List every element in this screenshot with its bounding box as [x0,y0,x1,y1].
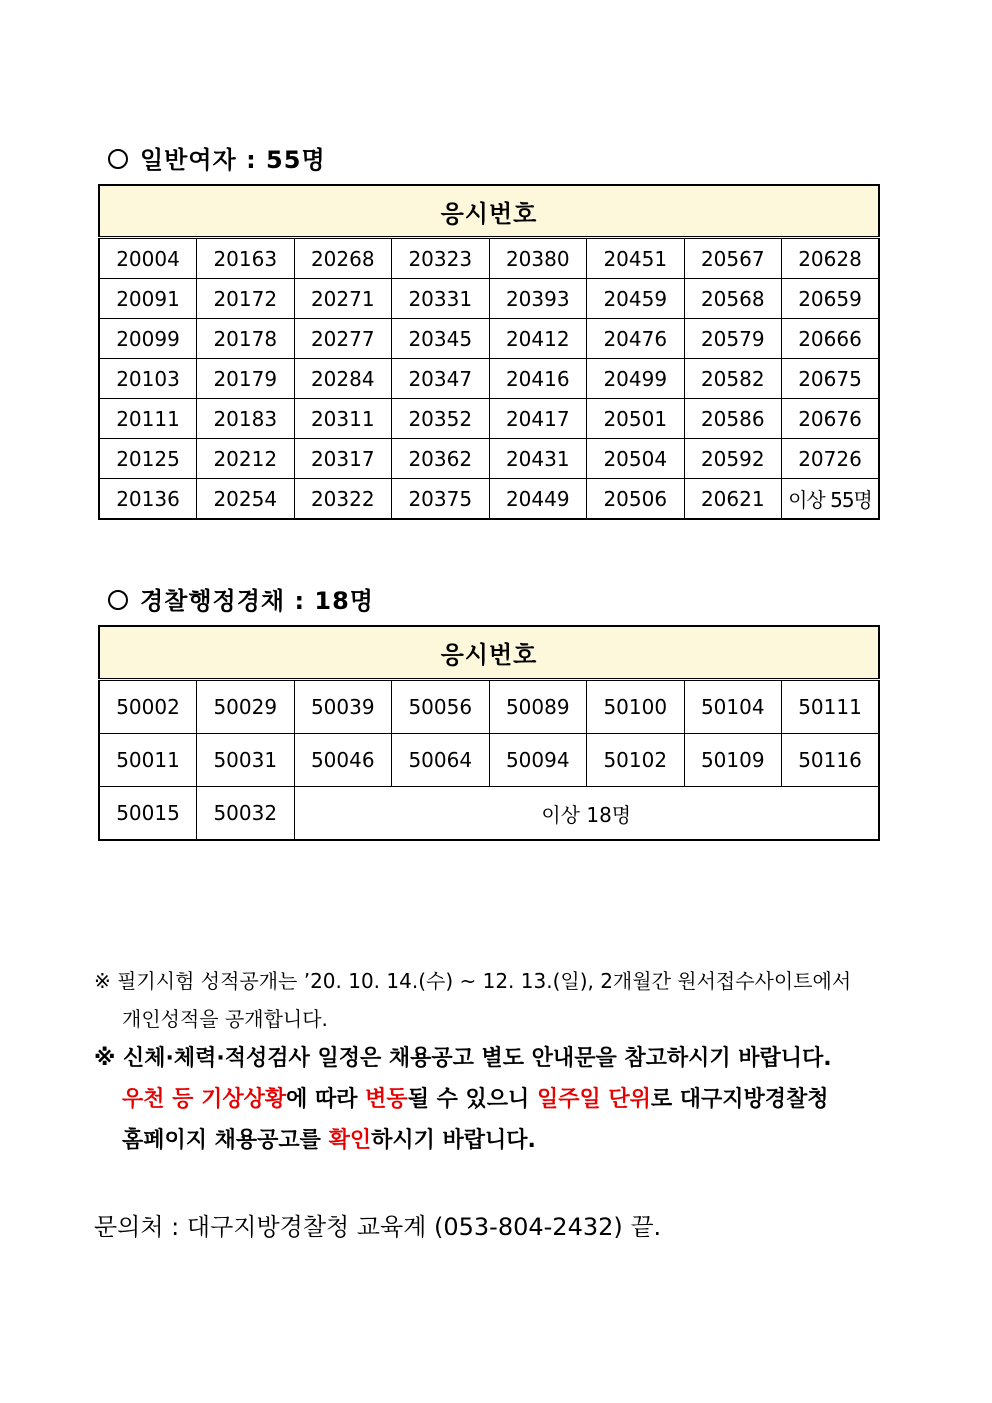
schedule-note [94,1038,904,1161]
exam-number-cell: 20268 [294,238,392,279]
exam-number-cell: 20476 [587,319,685,359]
note-line: 개인성적을 공개합니다. [122,1007,328,1031]
table-row [99,399,879,439]
exam-number-cell: 20125 [99,439,197,479]
exam-number-cell: 20676 [782,399,880,439]
exam-number-cell: 20451 [587,238,685,279]
exam-number-cell: 50116 [782,734,880,787]
table-header: 응시번호 [99,185,879,238]
exam-number-cell: 20311 [294,399,392,439]
table-row [99,680,879,734]
exam-number-cell: 20417 [489,399,587,439]
exam-number-cell: 50002 [99,680,197,734]
exam-number-cell: 20111 [99,399,197,439]
exam-number-cell: 20459 [587,279,685,319]
table-row [99,279,879,319]
exam-number-cell: 50111 [782,680,880,734]
exam-number-cell: 20582 [684,359,782,399]
exam-number-cell: 20504 [587,439,685,479]
table-header: 응시번호 [99,626,879,680]
highlight-text: 변동 [365,1087,408,1112]
exam-number-cell: 20666 [782,319,880,359]
exam-number-cell: 20412 [489,319,587,359]
exam-number-cell: 50031 [197,734,295,787]
exam-number-cell: 20183 [197,399,295,439]
circle-bullet-icon [108,149,128,169]
exam-number-cell: 50094 [489,734,587,787]
exam-number-cell: 20345 [392,319,490,359]
exam-number-cell: 20099 [99,319,197,359]
exam-number-cell: 50039 [294,680,392,734]
exam-number-cell: 20172 [197,279,295,319]
exam-number-cell: 20586 [684,399,782,439]
exam-number-cell: 20284 [294,359,392,399]
exam-number-cell: 20431 [489,439,587,479]
exam-number-cell: 20499 [587,359,685,399]
highlight-text: 일주일 단위 [536,1087,651,1112]
exam-number-cell: 20317 [294,439,392,479]
exam-number-cell: 20323 [392,238,490,279]
exam-number-cell: 20393 [489,279,587,319]
exam-number-cell: 20322 [294,479,392,520]
note-line: 홈페이지 채용공고를 확인하시기 바랍니다. [122,1128,536,1153]
exam-number-cell: 20271 [294,279,392,319]
exam-number-cell: 20659 [782,279,880,319]
exam-number-cell: 20592 [684,439,782,479]
exam-number-cell: 20212 [197,439,295,479]
note-line: 우천 등 기상상황에 따라 변동될 수 있으니 일주일 단위로 대구지방경찰청 [122,1087,829,1112]
exam-number-cell: 20004 [99,238,197,279]
exam-number-cell: 50109 [684,734,782,787]
exam-number-cell: 20163 [197,238,295,279]
exam-number-cell: 50046 [294,734,392,787]
score-disclosure-note [94,962,904,1038]
exam-number-cell: 20579 [684,319,782,359]
highlight-text: 우천 등 기상상황 [122,1087,287,1112]
exam-number-cell: 20178 [197,319,295,359]
exam-number-cell: 20352 [392,399,490,439]
exam-number-cell: 50100 [587,680,685,734]
exam-number-cell: 20726 [782,439,880,479]
exam-number-cell: 50089 [489,680,587,734]
exam-number-cell: 20501 [587,399,685,439]
section-2-title: 경찰행정경채 : 18명 [108,581,374,616]
exam-number-cell: 20331 [392,279,490,319]
exam-number-cell: 20621 [684,479,782,520]
exam-number-cell: 20380 [489,238,587,279]
exam-number-cell: 20103 [99,359,197,399]
note-line: ※ 필기시험 성적공개는 ’20. 10. 14.(수) ~ 12. 13.(일), 2개월간 원서접수사이트에서 [94,969,852,993]
exam-number-cell: 20362 [392,439,490,479]
exam-number-cell: 20136 [99,479,197,520]
summary-cell: 이상 55명 [782,479,880,520]
exam-number-cell: 20277 [294,319,392,359]
exam-number-cell: 50029 [197,680,295,734]
exam-number-table-police-admin [98,625,880,841]
exam-number-cell: 20347 [392,359,490,399]
exam-number-cell: 20254 [197,479,295,520]
exam-number-cell: 20506 [587,479,685,520]
table-row [99,787,879,841]
exam-number-cell: 20628 [782,238,880,279]
exam-number-cell: 50015 [99,787,197,841]
circle-bullet-icon [108,590,128,610]
exam-number-cell: 20567 [684,238,782,279]
note-line: ※ 신체·체력·적성검사 일정은 채용공고 별도 안내문을 참고하시기 바랍니다. [94,1046,832,1071]
summary-cell: 이상 18명 [294,787,879,841]
table-row [99,319,879,359]
highlight-text: 확인 [328,1128,372,1153]
exam-number-cell: 20179 [197,359,295,399]
table-row [99,479,879,520]
exam-number-cell: 50064 [392,734,490,787]
exam-number-cell: 20449 [489,479,587,520]
table-row [99,734,879,787]
table-row [99,439,879,479]
exam-number-cell: 20675 [782,359,880,399]
table-row [99,238,879,279]
section-1-title: 일반여자 : 55명 [108,140,326,175]
exam-number-cell: 50102 [587,734,685,787]
exam-number-cell: 50056 [392,680,490,734]
table-row [99,359,879,399]
exam-number-cell: 20568 [684,279,782,319]
exam-number-cell: 20416 [489,359,587,399]
contact-info: 문의처 : 대구지방경찰청 교육계 (053-804-2432) 끝. [94,1213,662,1241]
exam-number-cell: 20375 [392,479,490,520]
exam-number-cell: 50011 [99,734,197,787]
exam-number-cell: 50032 [197,787,295,841]
exam-number-cell: 50104 [684,680,782,734]
exam-number-cell: 20091 [99,279,197,319]
exam-number-table-female [98,184,880,520]
